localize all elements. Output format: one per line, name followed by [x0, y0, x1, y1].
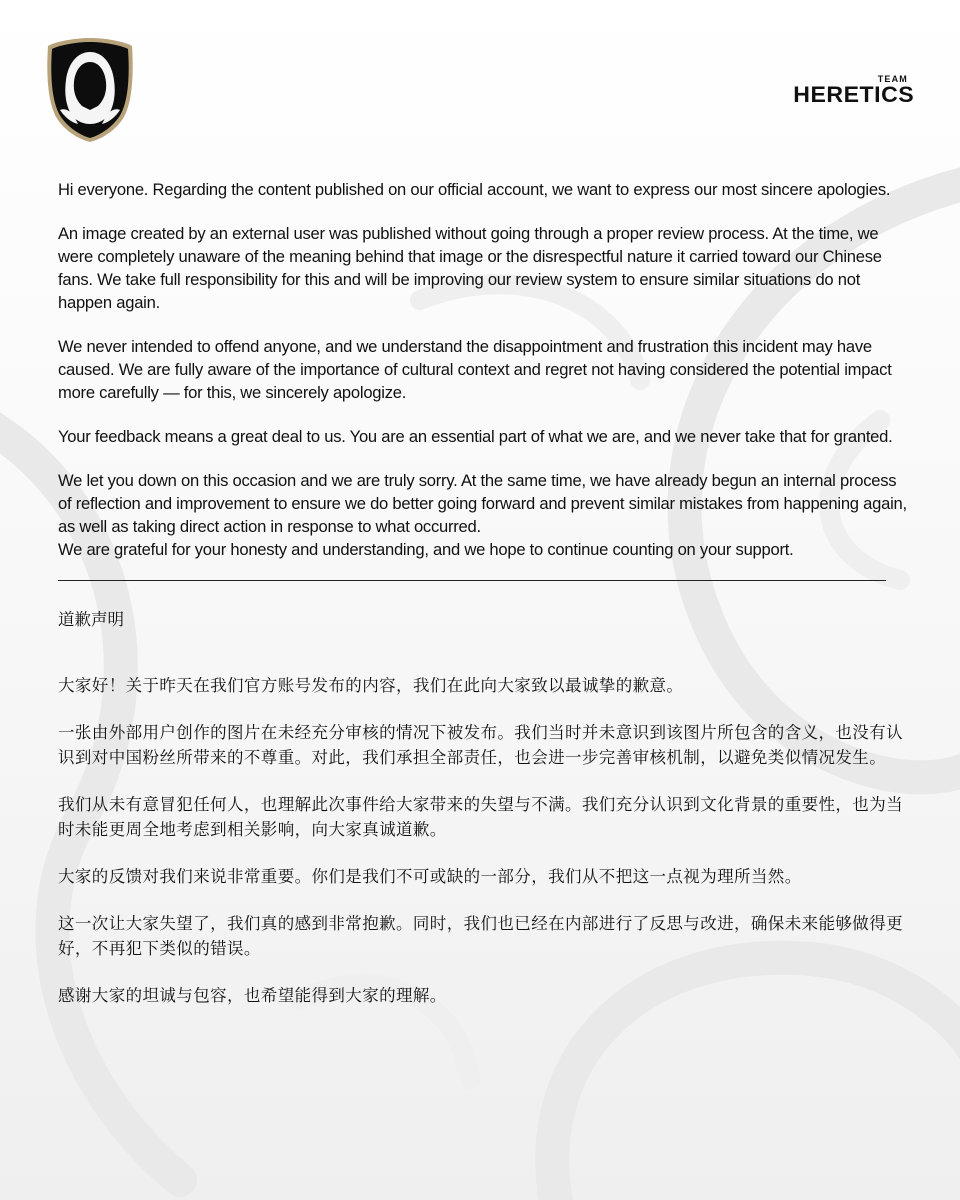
chinese-title: 道歉声明	[58, 610, 124, 629]
chinese-statement	[58, 673, 908, 1008]
chinese-paragraph: 我们从未有意冒犯任何人，也理解此次事件给大家带来的失望与不满。我们充分认识到文化背景的重要性，也为当时未能更周全地考虑到相关影响，向大家真诚道歉。	[58, 795, 903, 839]
english-paragraph: We let you down on this occasion and we are truly sorry. At the same time, we have already begun an internal process of reflection and improvement to ensure we do better going forward and prevent similar mistakes from happening again, as well as taking direct action in response to what occurred.	[58, 471, 907, 536]
english-paragraph: Your feedback means a great deal to us. You are an essential part of what we are, and we never take that for granted.	[58, 427, 893, 446]
brand-name-text: HERETICS	[792, 82, 914, 107]
english-statement	[58, 178, 908, 561]
chinese-paragraph: 一张由外部用户创作的图片在未经充分审核的情况下被发布。我们当时并未意识到该图片所包含的含义，也没有认识到对中国粉丝所带来的不尊重。对此，我们承担全部责任，也会进一步完善审核机制，以避免类似情况发生。	[58, 723, 903, 767]
team-heretics-logo	[792, 74, 914, 107]
chinese-paragraph: 大家的反馈对我们来说非常重要。你们是我们不可或缺的一部分，我们从不把这一点视为理所当然。	[58, 867, 802, 886]
page-header	[0, 0, 960, 160]
hooded-figure-crest-icon	[44, 36, 136, 144]
statement-body	[58, 178, 908, 1030]
chinese-paragraph: 感谢大家的坦诚与包容，也希望能得到大家的理解。	[58, 986, 447, 1005]
english-paragraph: An image created by an external user was published without going through a proper review process. At the time, we were completely unaware of the meaning behind that image or the disrespectful nature it carried toward our Chinese fans. We take full responsibility for this and will be improving our review system to ensure similar situations do not happen again.	[58, 224, 882, 312]
english-paragraph: We never intended to offend anyone, and we understand the disappointment and frustration this incident may have caused. We are fully aware of the importance of cultural context and regret not having considered the potential impact more carefully — for this, we sincerely apologize.	[58, 337, 892, 402]
brand-small-text: TEAM	[877, 74, 908, 84]
section-divider	[58, 580, 886, 581]
chinese-paragraph: 这一次让大家失望了，我们真的感到非常抱歉。同时，我们也已经在内部进行了反思与改进，确保未来能够做得更好，不再犯下类似的错误。	[58, 914, 903, 958]
english-paragraph: We are grateful for your honesty and understanding, and we hope to continue counting on your support.	[58, 540, 794, 559]
chinese-paragraph: 大家好！关于昨天在我们官方账号发布的内容，我们在此向大家致以最诚挚的歉意。	[58, 676, 684, 695]
english-paragraph: Hi everyone. Regarding the content published on our official account, we want to express our most sincere apologies.	[58, 180, 891, 199]
